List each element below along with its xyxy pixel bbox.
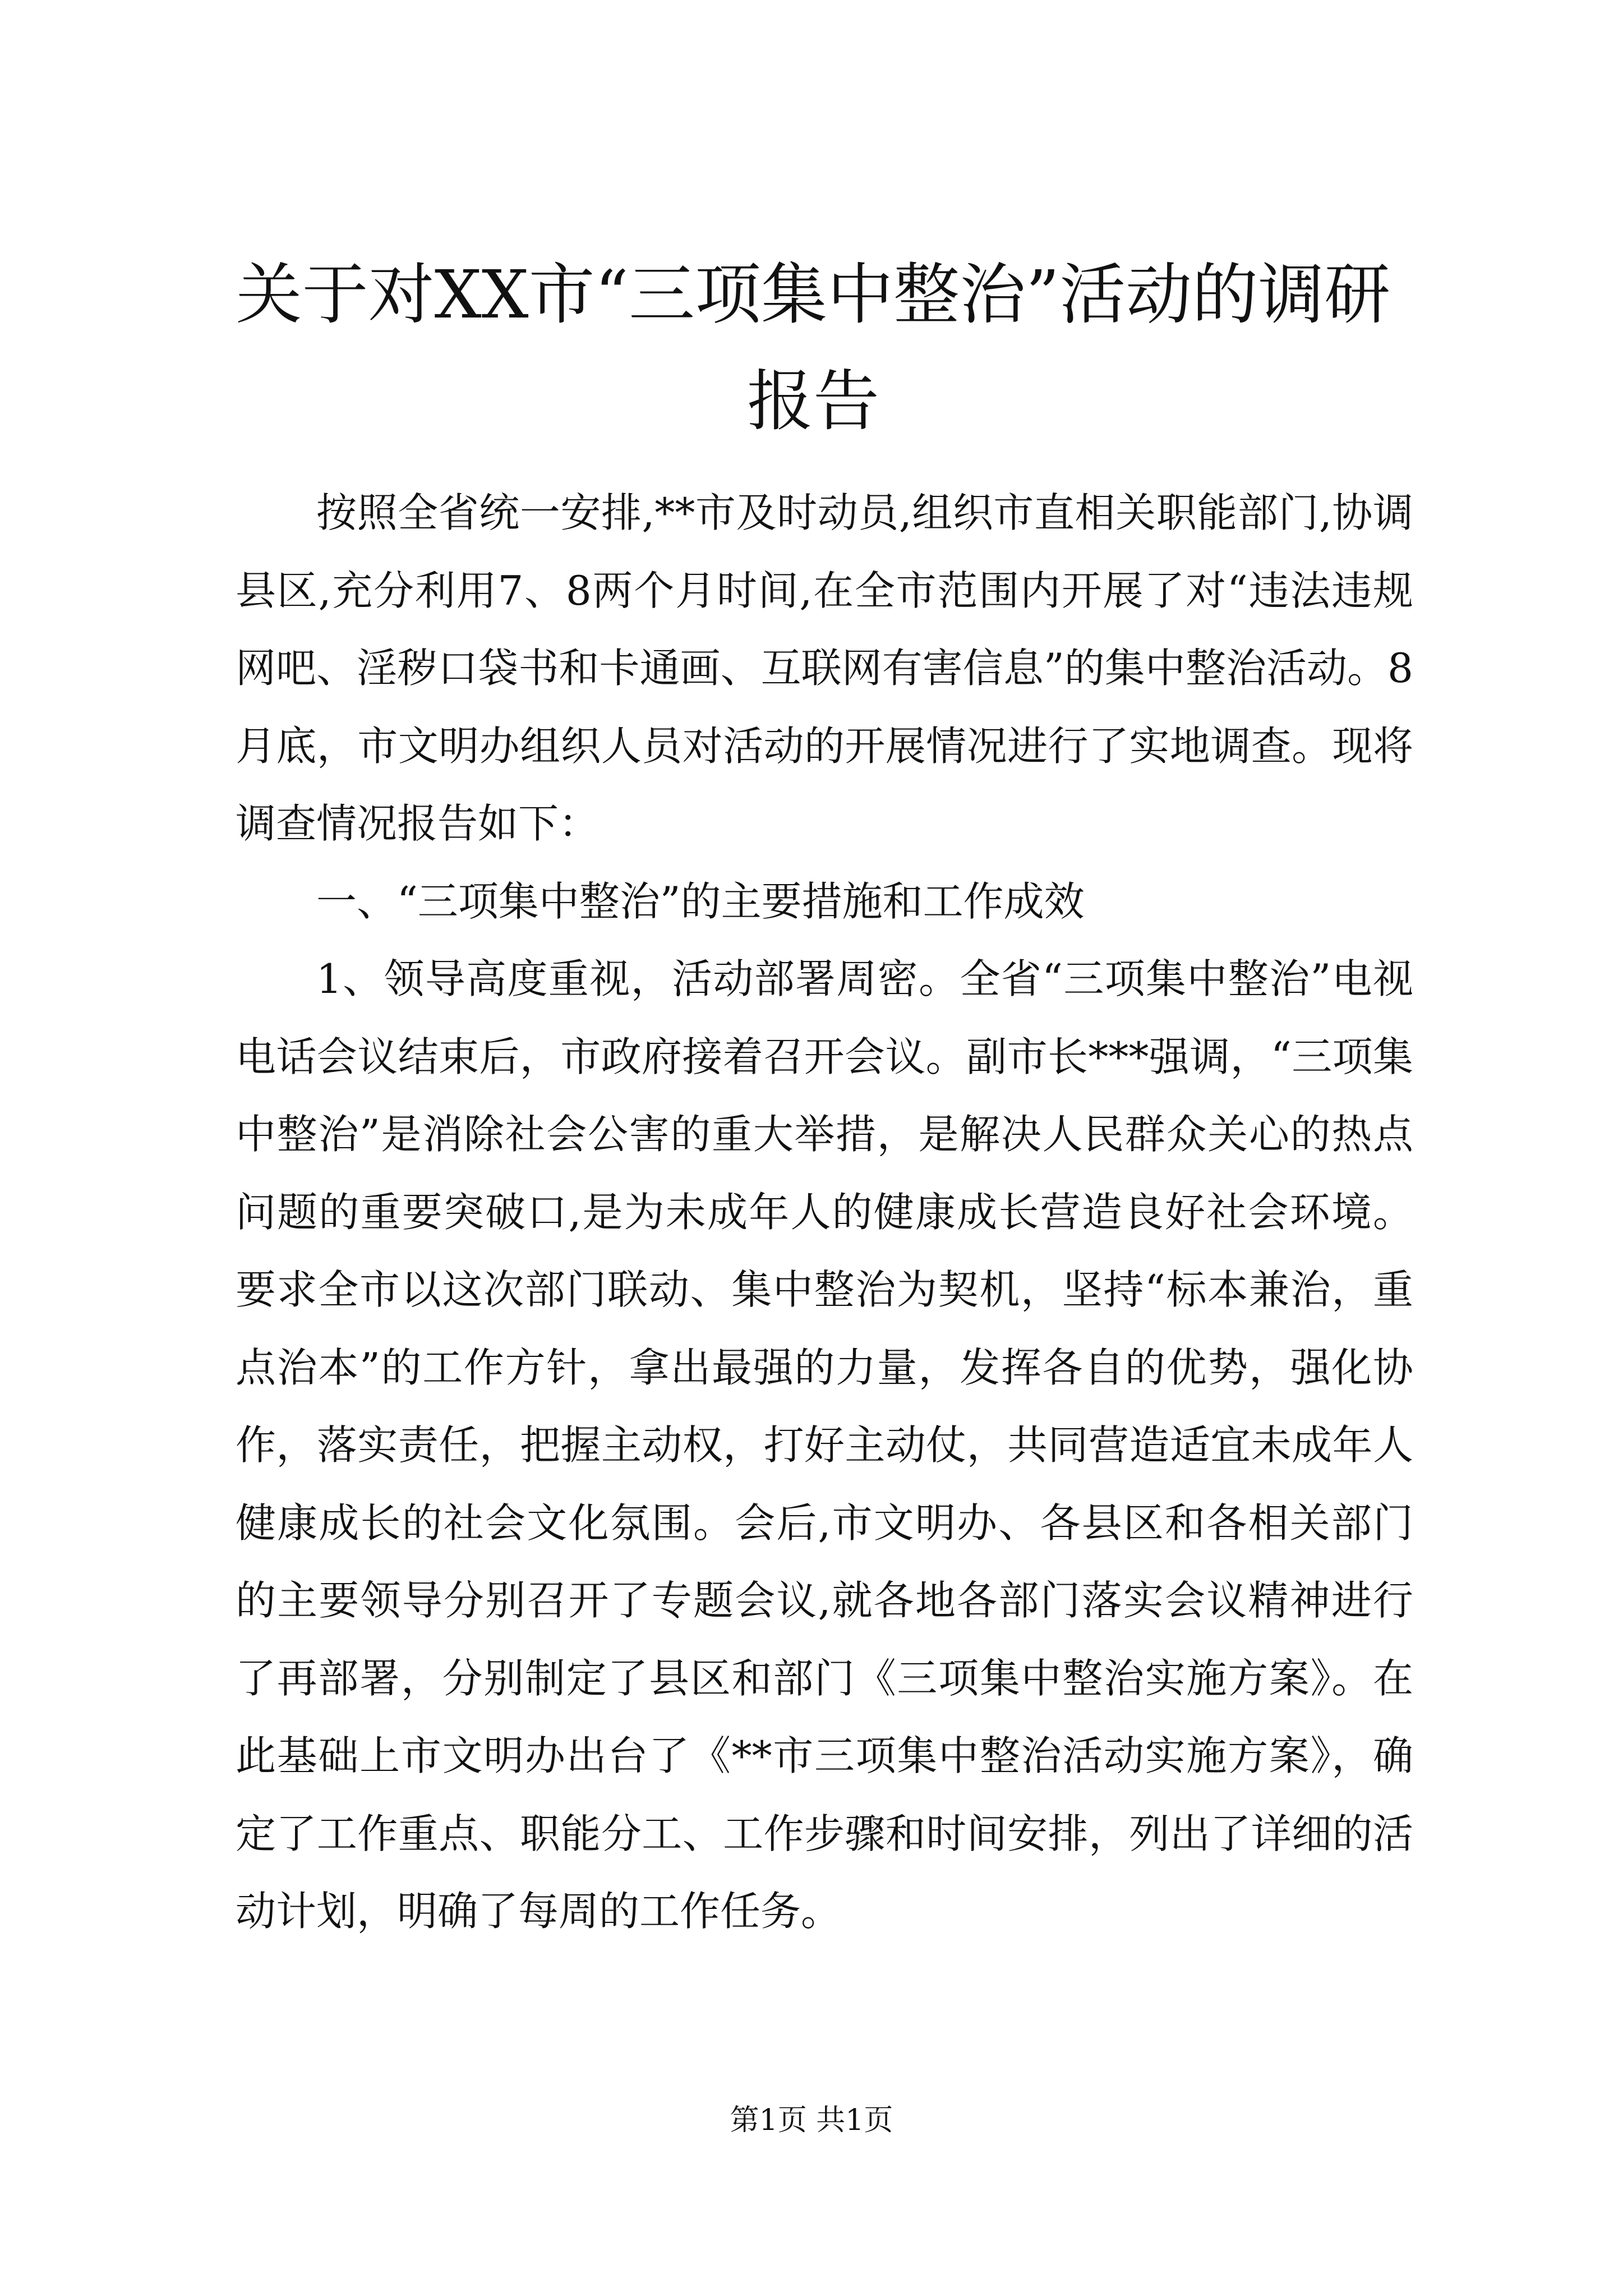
document-body	[236, 474, 1413, 1950]
paragraph-1: 1、领导高度重视，活动部署周密。全省“三项集中整治”电视电话会议结束后，市政府接着召开会议。副市长***强调，“三项集中整治”是消除社会公害的重大举措，是解决人民群众关心的热点问题的重要突破口,是为未成年人的健康成长营造良好社会环境。要求全市以这次部门联动、集中整治为契机，坚持“标本兼治，重点治本”的工作方针，拿出最强的力量，发挥各自的优势，强化协作，落实责任，把握主动权，打好主动仗，共同营造适宜未成年人健康成长的社会文化氛围。会后,市文明办、各县区和各相关部门的主要领导分别召开了专题会议,就各地各部门落实会议精神进行了再部署，分别制定了县区和部门《三项集中整治实施方案》。在此基础上市文明办出台了《**市三项集中整治活动实施方案》，确定了工作重点、职能分工、工作步骤和时间安排，列出了详细的活动计划，明确了每周的工作任务。	[236, 955, 1413, 1935]
document-title: 关于对XX市“三项集中整治”活动的调研报告	[236, 256, 1391, 440]
paragraph-intro: 按照全省统一安排,**市及时动员,组织市直相关职能部门,协调县区,充分利用7、8两个月时间,在全市范围内开展了对“违法违规网吧、淫秽口袋书和卡通画、互联网有害信息”的集中整治活动。8月底，市文明办组织人员对活动的开展情况进行了实地调查。现将调查情况报告如下：	[236, 489, 1413, 847]
section-heading-1: 一、“三项集中整治”的主要措施和工作成效	[316, 877, 1085, 925]
page-footer: 第1页 共1页	[730, 2104, 893, 2137]
